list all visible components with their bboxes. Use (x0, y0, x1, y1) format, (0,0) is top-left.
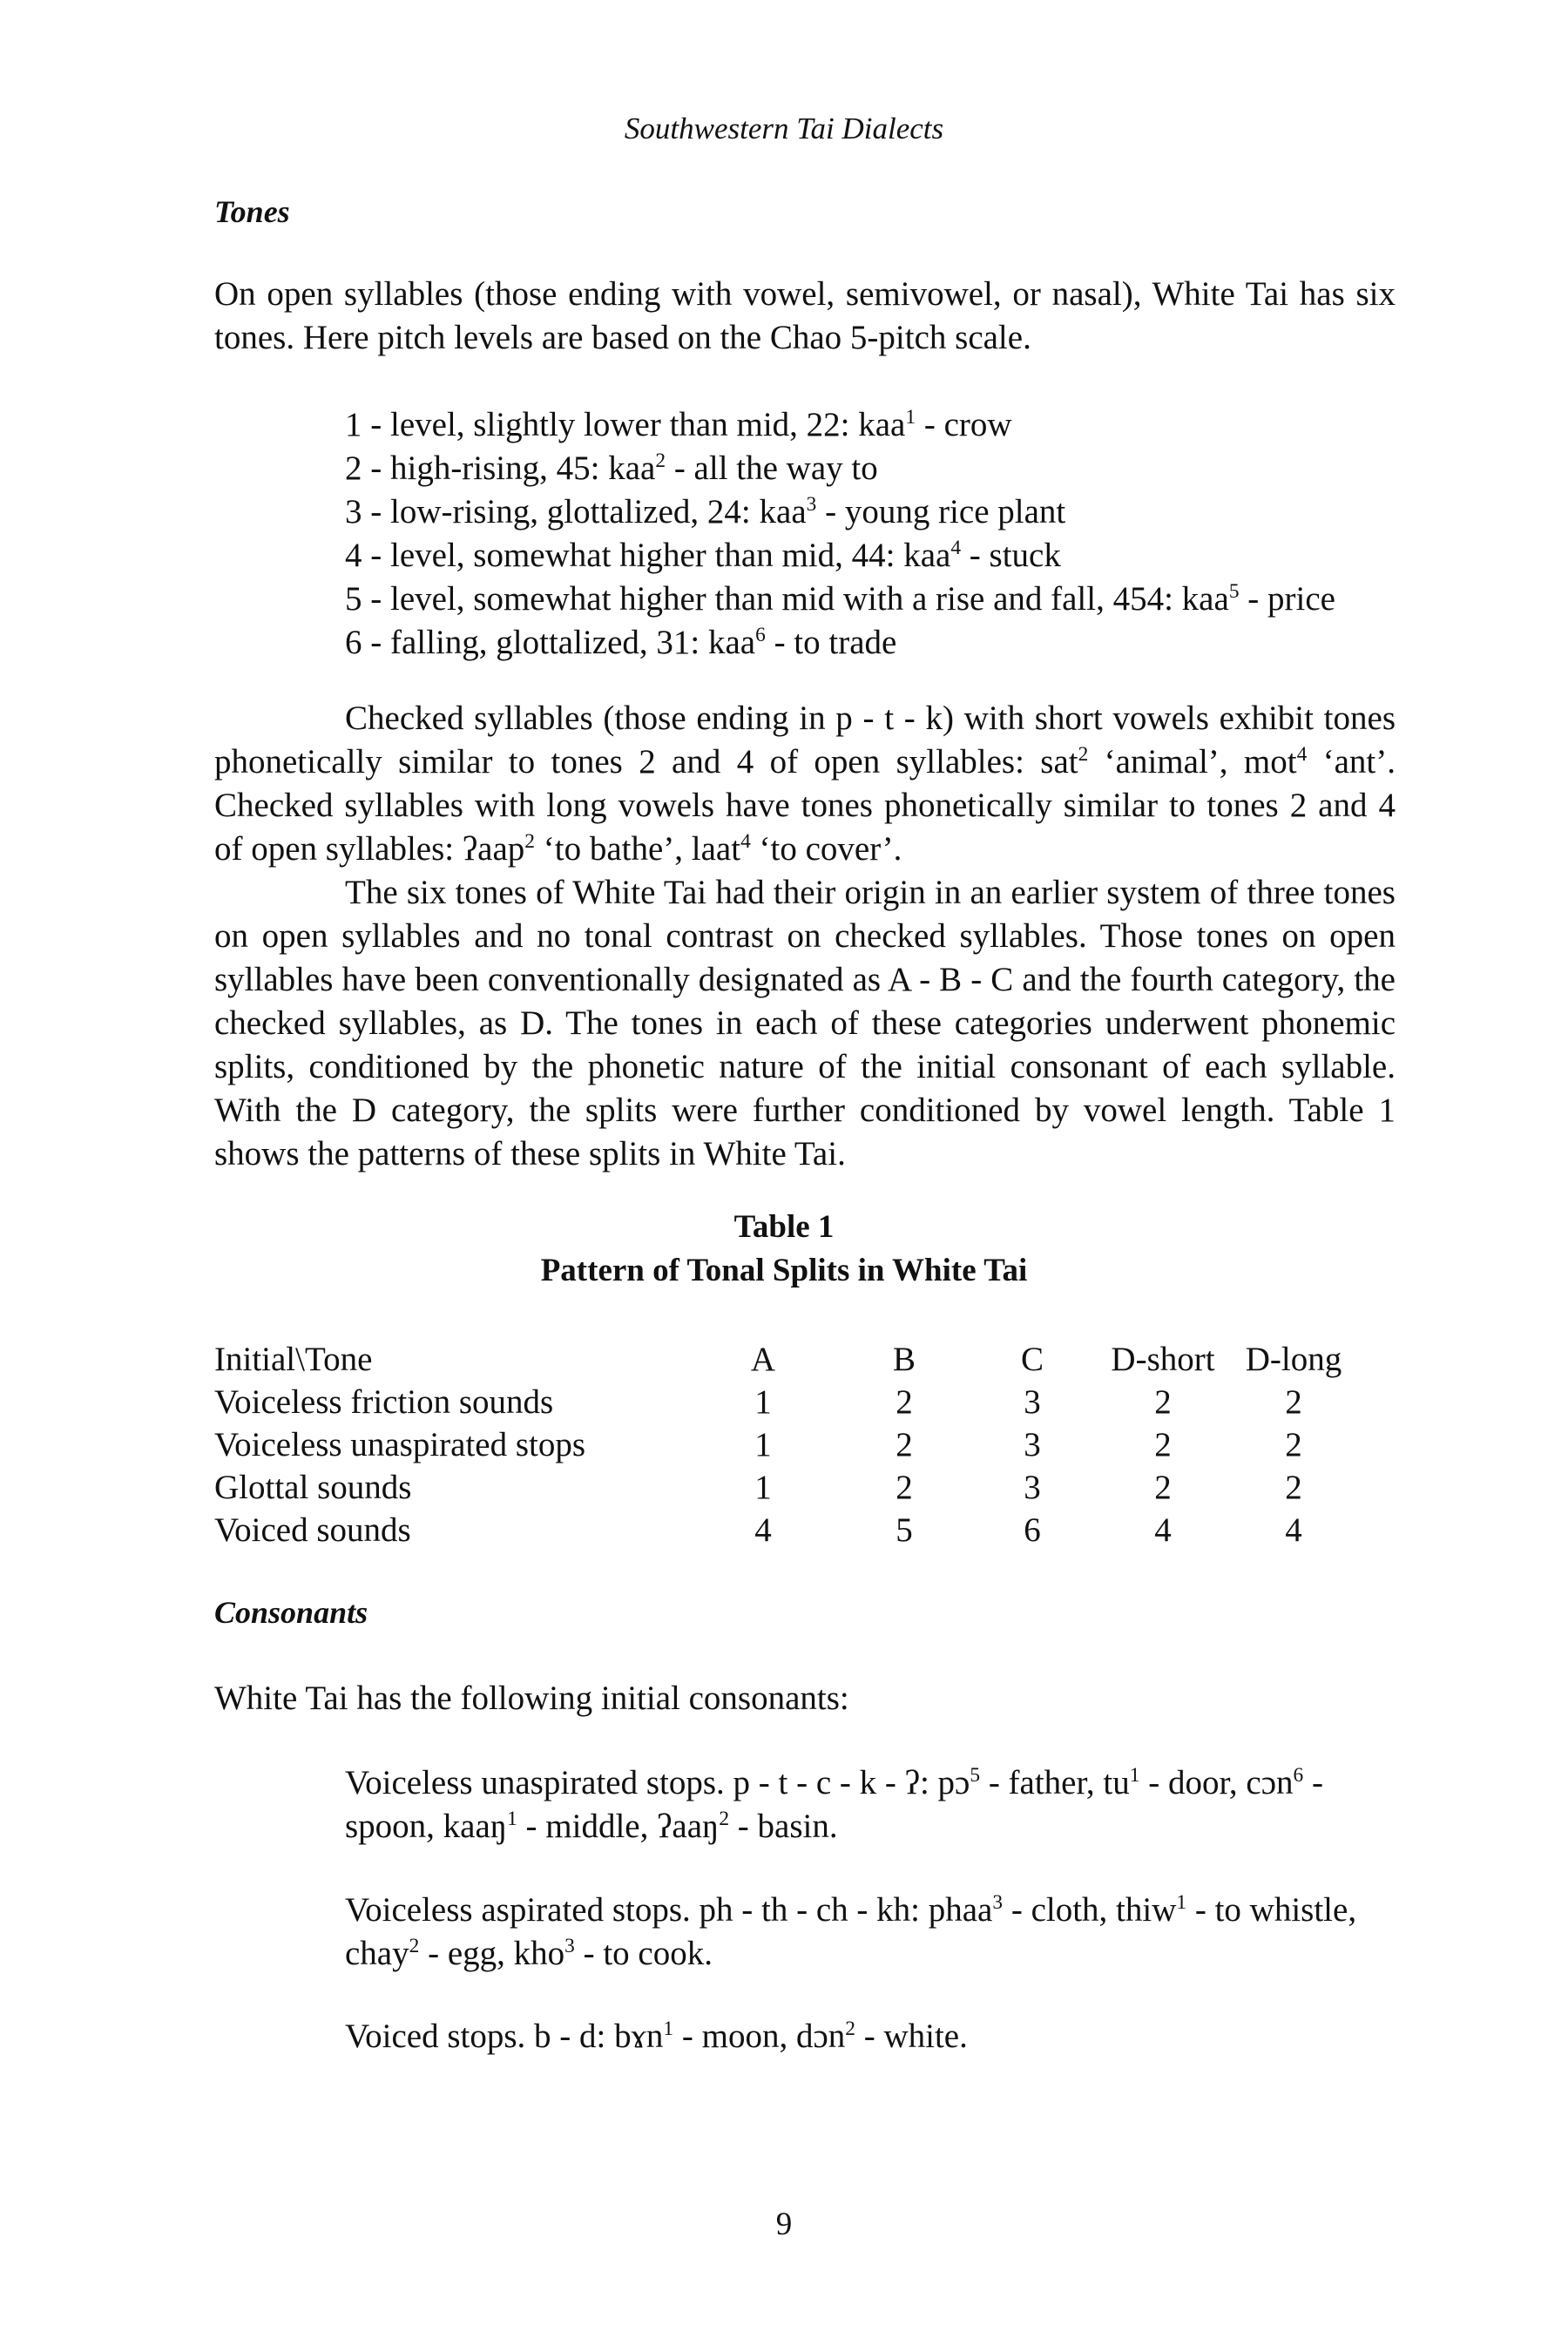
consonants-intro: White Tai has the following initial consonants: (214, 1680, 849, 1717)
table-header-cell: C (1020, 1341, 1044, 1378)
table-cell: 2 (1154, 1469, 1172, 1506)
tone-item-3: 3 - low-rising, glottalized, 24: kaa$^3$ - young rice plant (345, 493, 1066, 531)
page-number: 9 (775, 2207, 793, 2242)
table-header-cell: D-long (1245, 1341, 1342, 1378)
table-cell: 3 (1024, 1383, 1041, 1421)
checked-syllables-paragraph: Checked syllables (those ending in p - t - k) with short vowels exhibit tones phonetically similar to tones 2 and 4 of open syllables: sat$^2$ ‘animal’, mot$^4$ ‘ant’. Checked syllables with long vowels have tones phonetically similar to tones 2 and 4 of open syllables: ʔaap$^2$ ‘to bathe’, laat$^4$ ‘to cover’. (214, 700, 1396, 868)
table-cell: 2 (1154, 1383, 1172, 1421)
table-cell: 2 (896, 1469, 913, 1506)
tone-list (345, 403, 1335, 665)
table-cell: 4 (754, 1511, 772, 1549)
table-header-cell: A (750, 1341, 776, 1378)
table-label: Table 1 (733, 1209, 835, 1245)
table-row (214, 1382, 1359, 1425)
tone-item-1: 1 - level, slightly lower than mid, 22: kaa$^1$ - crow (345, 406, 1012, 443)
table-header-cell: B (892, 1341, 916, 1378)
table-row (214, 1468, 1359, 1511)
table-cell: 2 (896, 1426, 913, 1463)
table-cell: Glottal sounds (214, 1469, 412, 1506)
unaspirated-stops-paragraph: Voiceless unaspirated stops. p - t - c - k - ʔ: pɔ$^5$ - father, $tu^1$ - door, cɔn$^6$ - spoon, kaaŋ$^1$ - middle, ʔaaŋ$^2$ - basin. (345, 1764, 1323, 1845)
tones-heading: Tones (214, 194, 290, 229)
table-cell: 2 (896, 1383, 913, 1421)
table-cell: 4 (1285, 1511, 1302, 1549)
consonants-heading: Consonants (214, 1595, 368, 1630)
table-cell: 1 (754, 1383, 772, 1421)
table-row (214, 1511, 1359, 1553)
voiced-stops-paragraph: Voiced stops. b - d: bɤn$^1$ - moon, dɔn$^2$ - white. (345, 2017, 968, 2055)
table-title: Pattern of Tonal Splits in White Tai (540, 1253, 1028, 1288)
table-cell: 6 (1024, 1511, 1041, 1549)
table-cell: 2 (1154, 1426, 1172, 1463)
tone-item-2: 2 - high-rising, 45: kaa$^2$ - all the way to (345, 449, 878, 487)
table-cell: 2 (1285, 1469, 1302, 1506)
tonal-splits-table (214, 1340, 1359, 1553)
table-cell: 5 (896, 1511, 913, 1549)
table-cell: 1 (754, 1469, 772, 1506)
tone-item-6: 6 - falling, glottalized, 31: kaa$^6$ - to trade (345, 624, 897, 661)
table-cell: 2 (1285, 1426, 1302, 1463)
table-cell: Voiced sounds (214, 1511, 411, 1549)
tone-item-4: 4 - level, somewhat higher than mid, 44: kaa$^4$ - stuck (345, 537, 1061, 574)
tone-origin-paragraph: The six tones of White Tai had their origin in an earlier system of three tones on open syllables and no tonal contrast on checked syllables. Those tones on open syllables have been conventionally designated as A - B - C and the fourth category, the checked syllables, as D. The tones in each of these categories underwent phonemic splits, conditioned by the phonetic nature of the initial consonant of each syllable. With the D category, the splits were further conditioned by vowel length. Table 1 shows the patterns of these splits in White Tai. (214, 874, 1396, 1173)
table-cell: Voiceless friction sounds (214, 1383, 554, 1421)
table-cell: 2 (1285, 1383, 1302, 1421)
table-cell: 1 (754, 1426, 772, 1463)
tones-intro-paragraph: On open syllables (those ending with vowel, semivowel, or nasal), White Tai has six tones. Here pitch levels are based on the Chao 5-pitch scale. (214, 275, 1396, 356)
table-header-cell: Initial\Tone (214, 1341, 373, 1378)
table-row (214, 1425, 1359, 1468)
table-header-cell: D-short (1111, 1341, 1215, 1378)
table-cell: 4 (1154, 1511, 1172, 1549)
running-head: Southwestern Tai Dialects (624, 112, 944, 145)
tone-item-5: 5 - level, somewhat higher than mid with a rise and fall, 454: kaa$^5$ - price (345, 580, 1335, 618)
table-cell: Voiceless unaspirated stops (214, 1426, 586, 1463)
table-cell: 3 (1024, 1469, 1041, 1506)
table-header-row (214, 1340, 1359, 1382)
aspirated-stops-paragraph: Voiceless aspirated stops. ph - th - ch - kh: phaa$^3$ - cloth, thiw$^1$ - to whistle, chay$^2$ - egg, kho$^3$ - to cook. (345, 1891, 1357, 1972)
table-cell: 3 (1024, 1426, 1041, 1463)
